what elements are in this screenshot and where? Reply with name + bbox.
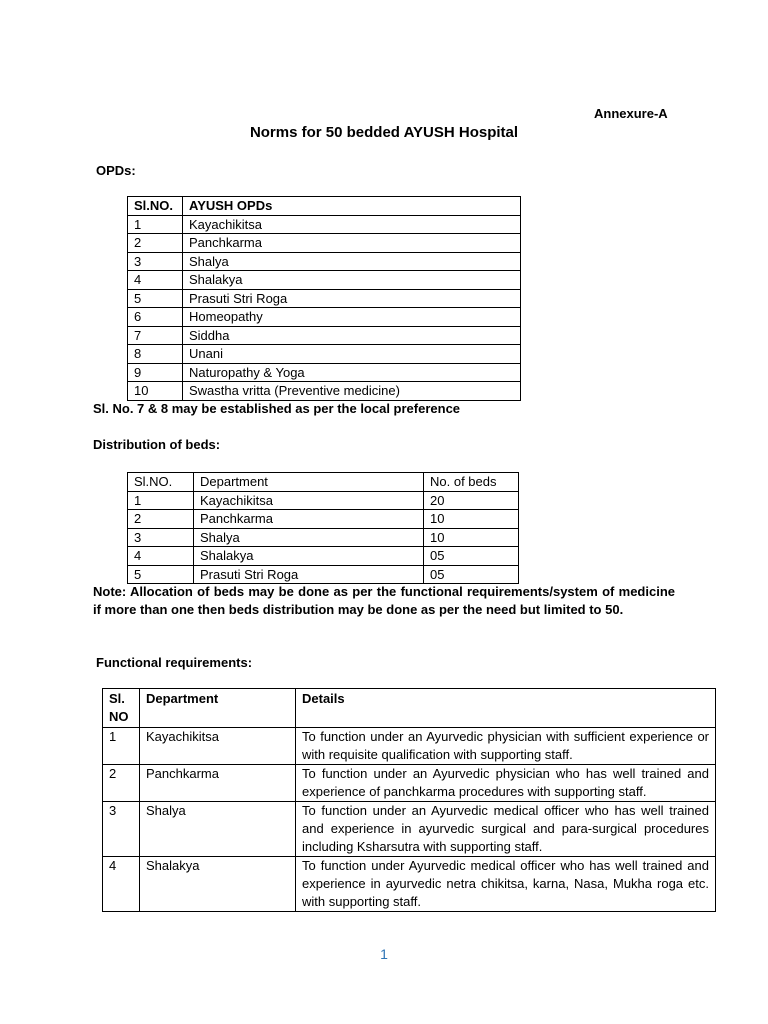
table-cell: Prasuti Stri Roga	[194, 565, 424, 584]
table-cell: Shalya	[183, 252, 521, 271]
table-cell: 3	[128, 252, 183, 271]
table-cell: Shalakya	[194, 547, 424, 566]
column-header: Department	[140, 689, 296, 728]
table-row	[128, 289, 521, 308]
beds-note: Note: Allocation of beds may be done as per the functional requirements/system of medicine if more than one then beds distribution may be done as per the need but limited to 50.	[93, 584, 675, 617]
table-cell: 2	[103, 765, 140, 802]
table-cell: Shalya	[140, 802, 296, 857]
annexure-label: Annexure-A	[594, 106, 668, 121]
opd-table	[127, 196, 521, 401]
table-row	[128, 491, 519, 510]
column-header: Sl.NO.	[128, 473, 194, 492]
table-row	[128, 363, 521, 382]
table-cell: To function under an Ayurvedic physician who has well trained and experience of panchkarma procedures with supporting staff.	[296, 765, 716, 802]
table-row	[103, 728, 716, 765]
table-row	[128, 271, 521, 290]
beds-table	[127, 472, 519, 584]
table-cell: Unani	[183, 345, 521, 364]
table-cell: Naturopathy & Yoga	[183, 363, 521, 382]
table-cell: Homeopathy	[183, 308, 521, 327]
table-header-row	[103, 689, 716, 728]
opds-note: Sl. No. 7 & 8 may be established as per the local preference	[93, 401, 461, 416]
table-header-row	[128, 473, 519, 492]
table-row	[128, 326, 521, 345]
beds-heading: Distribution of beds:	[93, 437, 221, 452]
table-cell: 6	[128, 308, 183, 327]
table-cell: Siddha	[183, 326, 521, 345]
column-header: Details	[296, 689, 716, 728]
table-cell: 1	[103, 728, 140, 765]
table-cell: 05	[424, 547, 519, 566]
table-cell: 9	[128, 363, 183, 382]
table-cell: Kayachikitsa	[140, 728, 296, 765]
table-cell: 10	[424, 510, 519, 529]
table-row	[128, 382, 521, 401]
table-cell: Kayachikitsa	[194, 491, 424, 510]
table-cell: Prasuti Stri Roga	[183, 289, 521, 308]
table-cell: 2	[128, 234, 183, 253]
table-cell: 5	[128, 289, 183, 308]
table-cell: 10	[424, 528, 519, 547]
table-cell: Shalakya	[183, 271, 521, 290]
table-cell: 20	[424, 491, 519, 510]
table-row	[103, 857, 716, 912]
table-cell: Panchkarma	[194, 510, 424, 529]
functional-table	[102, 688, 716, 912]
table-cell: Panchkarma	[183, 234, 521, 253]
table-row	[128, 252, 521, 271]
table-cell: 05	[424, 565, 519, 584]
table-cell: 4	[103, 857, 140, 912]
table-row	[103, 802, 716, 857]
table-cell: 10	[128, 382, 183, 401]
column-header: AYUSH OPDs	[183, 197, 521, 216]
table-cell: 2	[128, 510, 194, 529]
page-title: Norms for 50 bedded AYUSH Hospital	[249, 124, 519, 141]
table-cell: Shalya	[194, 528, 424, 547]
table-cell: 4	[128, 271, 183, 290]
table-cell: Panchkarma	[140, 765, 296, 802]
table-row	[128, 565, 519, 584]
table-cell: 5	[128, 565, 194, 584]
table-row	[128, 308, 521, 327]
functional-heading: Functional requirements:	[96, 655, 253, 670]
table-cell: 4	[128, 547, 194, 566]
table-cell: 8	[128, 345, 183, 364]
table-row	[128, 528, 519, 547]
table-cell: Swastha vritta (Preventive medicine)	[183, 382, 521, 401]
table-row	[128, 547, 519, 566]
table-cell: Kayachikitsa	[183, 215, 521, 234]
table-row	[128, 510, 519, 529]
table-cell: To function under an Ayurvedic medical officer who has well trained and experience in ayurvedic surgical and para-surgical procedures including Ksharsutra with supporting staff.	[296, 802, 716, 857]
column-header: No. of beds	[424, 473, 519, 492]
table-cell: To function under Ayurvedic medical officer who has well trained and experience in ayurvedic netra chikitsa, karna, Nasa, Mukha roga etc. with supporting staff.	[296, 857, 716, 912]
opds-heading: OPDs:	[96, 163, 136, 178]
table-cell: Shalakya	[140, 857, 296, 912]
table-row	[128, 345, 521, 364]
table-cell: 3	[128, 528, 194, 547]
table-row	[103, 765, 716, 802]
table-header-row	[128, 197, 521, 216]
table-cell: 7	[128, 326, 183, 345]
table-cell: To function under an Ayurvedic physician with sufficient experience or with requisite qualification with supporting staff.	[296, 728, 716, 765]
table-row	[128, 215, 521, 234]
table-row	[128, 234, 521, 253]
table-cell: 3	[103, 802, 140, 857]
column-header: Department	[194, 473, 424, 492]
table-cell: 1	[128, 215, 183, 234]
column-header: Sl.NO.	[128, 197, 183, 216]
page-number: 1	[380, 946, 388, 962]
table-cell: 1	[128, 491, 194, 510]
column-header: Sl. NO	[103, 689, 140, 728]
